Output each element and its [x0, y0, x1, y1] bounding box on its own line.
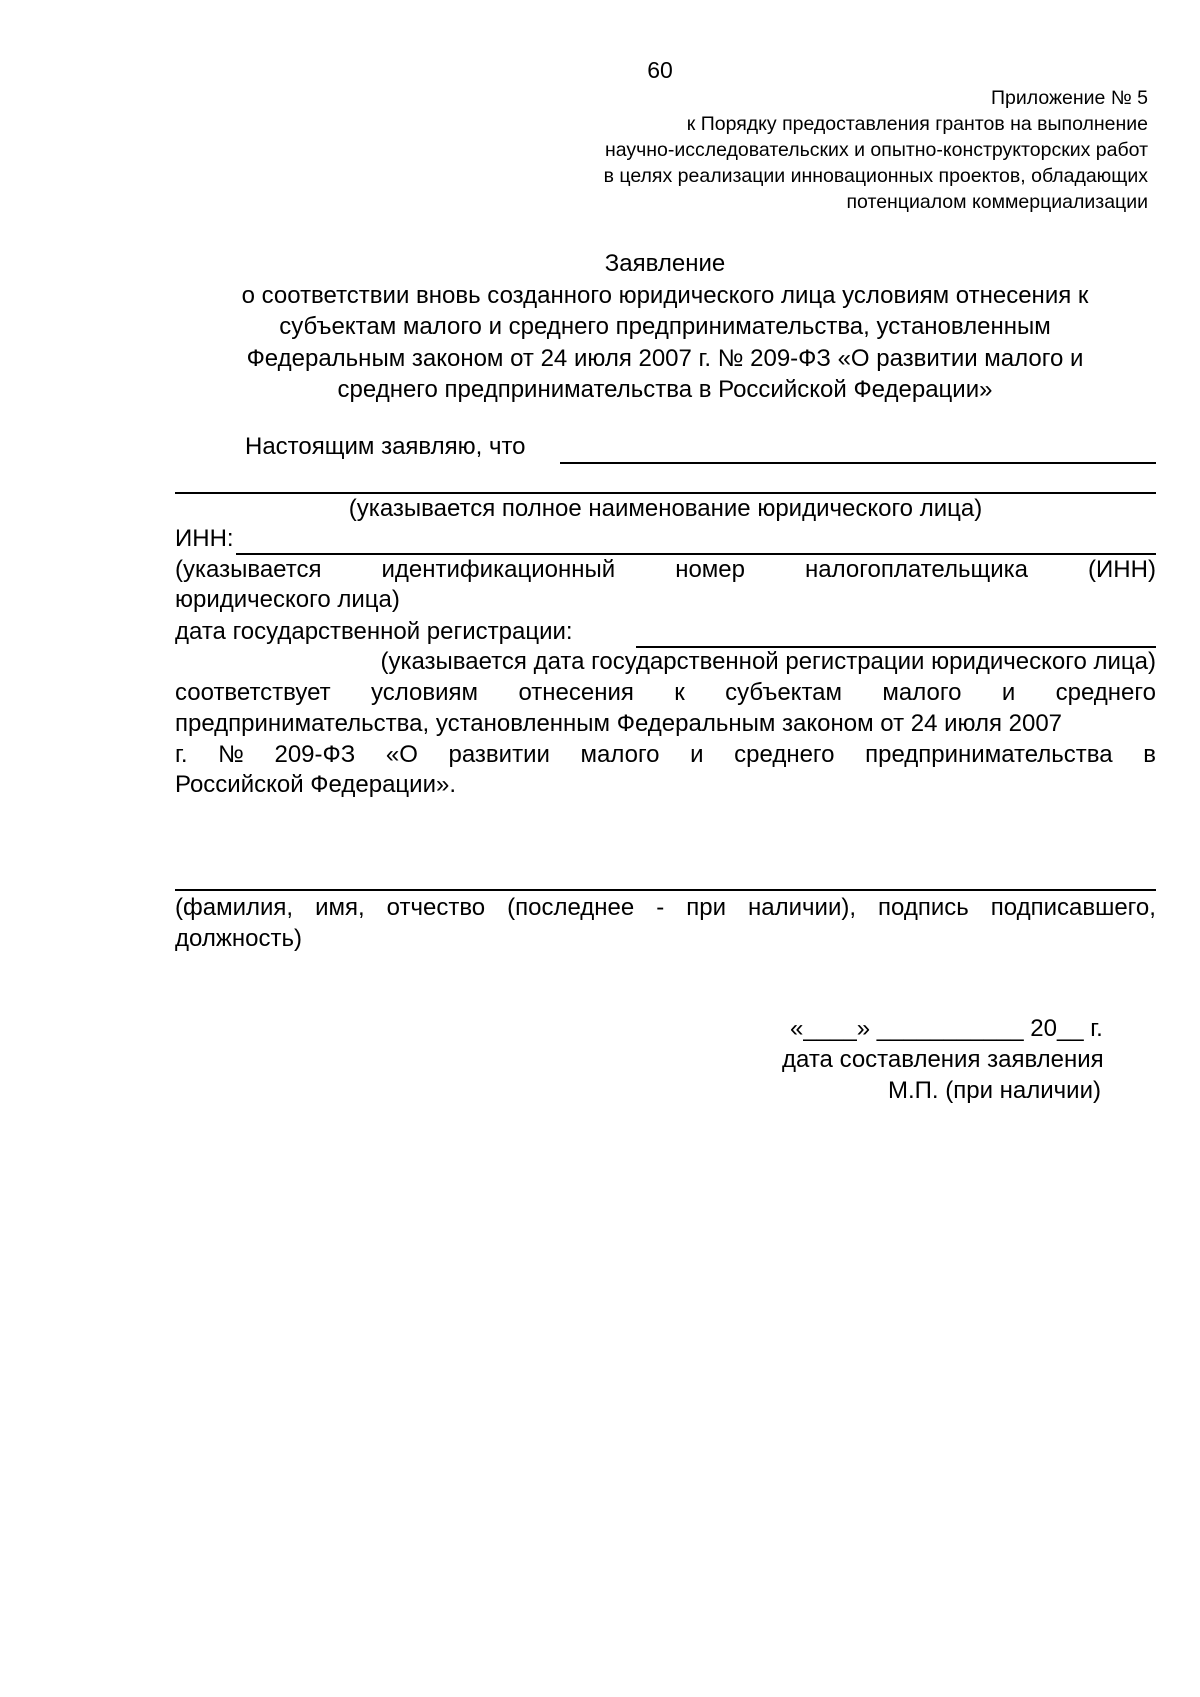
signer-hint-word: подпись — [878, 894, 969, 921]
conformity-word: и — [690, 741, 704, 768]
page-number: 60 — [647, 57, 673, 83]
title-line-2: субъектам малого и среднего предпринимательства, установленным — [279, 313, 1051, 340]
date-template: «____» ___________ 20__ г. — [790, 1015, 1103, 1042]
entity-name-hint: (указывается полное наименование юридического лица) — [348, 495, 983, 522]
appendix-line-4: в целях реализации инновационных проектов, обладающих — [603, 165, 1148, 187]
conformity-word: и — [1001, 679, 1016, 706]
inn-label: ИНН: — [175, 525, 234, 552]
inn-hint-line-2: юридического лица) — [175, 586, 400, 613]
conformity-line-3 — [175, 740, 1156, 770]
conformity-word: предпринимательства — [865, 741, 1113, 768]
inn-hint-word: идентификационный — [381, 556, 616, 583]
signer-hint-word: имя, — [315, 894, 365, 921]
date-caption: дата составления заявления — [782, 1046, 1104, 1073]
reg-date-label: дата государственной регистрации: — [175, 618, 573, 645]
conformity-word: среднего — [1055, 679, 1156, 706]
signer-hint-word: отчество — [386, 894, 486, 921]
signer-hint-word: при — [686, 894, 727, 921]
title-line-3: Федеральным законом от 24 июля 2007 г. № 209-ФЗ «О развитии малого и — [246, 344, 1084, 372]
conformity-word: отнесения — [518, 679, 634, 706]
reg-date-hint: (указывается дата государственной регистрации юридического лица) — [380, 648, 1156, 675]
stamp-label: М.П. (при наличии) — [888, 1077, 1101, 1104]
conformity-word: «О — [385, 741, 418, 768]
inn-hint-word: (ИНН) — [1088, 556, 1156, 583]
conformity-word: малого — [882, 679, 962, 706]
signer-hint-line-2: должность) — [175, 925, 302, 952]
conformity-word: № — [218, 741, 244, 768]
conformity-word: г. — [175, 741, 188, 768]
signer-hint-word: - — [656, 894, 665, 921]
inn-hint-word: (указывается — [175, 556, 322, 583]
appendix-number: Приложение № 5 — [991, 87, 1148, 109]
conformity-word: 209-ФЗ — [274, 741, 356, 768]
conformity-word: в — [1143, 741, 1156, 768]
inn-hint-word: налогоплательщика — [805, 556, 1028, 583]
conformity-line-4: Российской Федерации». — [175, 771, 456, 798]
conformity-word: соответствует — [175, 679, 331, 706]
signer-hint-word: подписавшего, — [990, 894, 1156, 921]
signer-hint-word: наличии), — [748, 894, 857, 921]
appendix-line-2: к Порядку предоставления грантов на выполнение — [686, 113, 1148, 135]
inn-hint — [175, 555, 1156, 585]
signer-field — [175, 889, 1156, 891]
conformity-word: субъектам — [725, 679, 843, 706]
title-line-4: среднего предпринимательства в Российской Федерации» — [337, 376, 993, 403]
signer-hint — [175, 893, 1156, 923]
conformity-word: малого — [580, 741, 660, 768]
entity-name-field — [560, 462, 1156, 464]
appendix-line-3: научно-исследовательских и опытно-конструкторских работ — [604, 139, 1148, 161]
signer-hint-word: (фамилия, — [175, 894, 294, 921]
conformity-line-2: предпринимательства, установленным Федеральным законом от 24 июля 2007 — [175, 710, 1063, 737]
conformity-word: среднего — [734, 741, 835, 768]
title-heading: Заявление — [604, 250, 726, 277]
conformity-word: развитии — [448, 741, 550, 768]
title-line-1: о соответствии вновь созданного юридического лица условиям отнесения к — [241, 281, 1089, 309]
document-title — [175, 248, 1155, 406]
conformity-word: к — [674, 679, 685, 706]
signer-hint-word: (последнее — [507, 894, 635, 921]
inn-hint-word: номер — [675, 556, 745, 583]
appendix-line-5: потенциалом коммерциализации — [846, 191, 1148, 213]
conformity-line-1 — [175, 678, 1156, 708]
conformity-word: условиям — [371, 679, 479, 706]
declare-label: Настоящим заявляю, что — [245, 433, 526, 460]
